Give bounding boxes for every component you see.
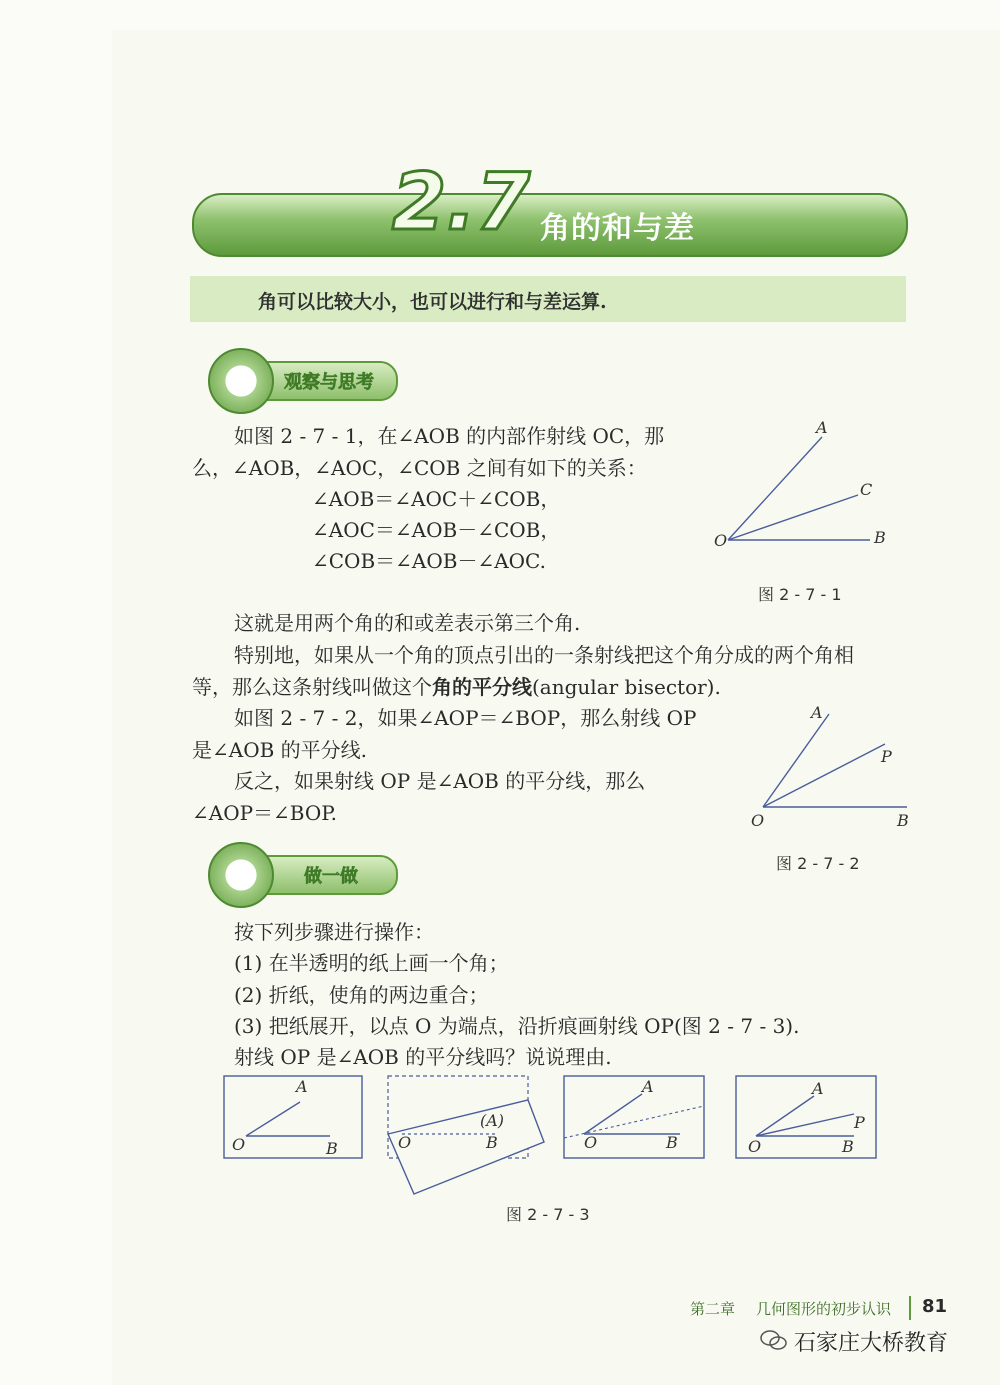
watermark-text: 石家庄大桥教育 [794,1331,949,1356]
ray-op [763,744,885,807]
ray-oc [728,495,858,540]
figure-2-7-3 [218,1070,888,1200]
footer-chapter: 第二章 [690,1300,736,1318]
magnifier-icon [208,348,274,414]
p1-label-a: A [296,1077,308,1096]
equation-1: ∠AOB＝∠AOC＋∠COB， [312,487,561,511]
svg-text:O: O [584,1133,598,1152]
p2-fold-label: (A) [480,1111,505,1130]
practice-step1: (1) 在半透明的纸上画一个角； [234,951,509,975]
svg-text:A: A [812,1079,824,1098]
label-a: A [811,703,823,722]
label-b: B [897,811,909,830]
figure-2-7-3-caption: 图 2 - 7 - 3 [506,1205,590,1224]
svg-text:P: P [854,1113,865,1132]
observe-tag-label: 观察与思考 [284,372,374,393]
svg-text:B: B [842,1137,854,1156]
svg-text:B: B [666,1133,678,1152]
figure-2-7-2 [745,700,920,830]
svg-text:O: O [398,1133,412,1152]
observe-p4-line2: 是∠AOB 的平分线. [192,738,368,762]
intro-text: 角可以比较大小，也可以进行和与差运算. [258,291,607,313]
label-b: B [874,528,886,547]
ray-oa [728,437,822,540]
observe-p5-line2: ∠AOP＝∠BOP. [192,801,338,825]
page-number: 81 [922,1296,948,1317]
observe-p3-line2: 等，那么这条射线叫做这个角的平分线(angular bisector). [192,675,721,699]
practice-step2: (2) 折纸，使角的两边重合； [234,983,489,1007]
panel-2-folded-paper [388,1100,544,1194]
observe-p4-line1: 如图 2 - 7 - 2，如果∠AOP＝∠BOP，那么射线 OP [234,706,697,730]
label-a: A [816,418,828,437]
label-p: P [881,747,892,766]
footer-divider [909,1296,911,1320]
p1-label-o: O [232,1135,246,1154]
observe-p1-line2: 么，∠AOB，∠AOC，∠COB 之间有如下的关系： [192,456,647,480]
wechat-icon [760,1328,788,1352]
practice-line1: 按下列步骤进行操作： [234,920,434,944]
p1-label-b: B [326,1139,338,1158]
practice-tag-label: 做一做 [304,866,358,887]
hand-icon [208,842,274,908]
observe-p5-line1: 反之，如果射线 OP 是∠AOB 的平分线，那么 [234,769,646,793]
svg-text:O: O [748,1137,762,1156]
figure-2-7-1 [700,415,900,555]
figure-2-7-1-caption: 图 2 - 7 - 1 [758,585,842,604]
equation-2: ∠AOC＝∠AOB－∠COB， [312,518,561,542]
observe-p3-line1: 特别地，如果从一个角的顶点引出的一条射线把这个角分成的两个角相 [234,643,854,667]
label-o: O [751,811,765,830]
label-c: C [860,480,873,499]
term-angular-bisector: 角的平分线 [432,675,532,699]
section-title: 角的和与差 [540,211,695,246]
footer-chapter-title: 几何图形的初步认识 [756,1300,892,1318]
observe-p2: 这就是用两个角的和或差表示第三个角. [234,611,581,635]
equation-3: ∠COB＝∠AOB－∠AOC. [312,549,546,573]
section-number: 2.7 [392,158,531,248]
label-o: O [714,531,728,550]
ray-oa [763,714,829,807]
svg-text:B: B [486,1133,498,1152]
figure-2-7-2-caption: 图 2 - 7 - 2 [776,854,860,873]
svg-text:A: A [642,1077,654,1096]
practice-question: 射线 OP 是∠AOB 的平分线吗？说说理由. [234,1045,612,1069]
observe-p1-line1: 如图 2 - 7 - 1，在∠AOB 的内部作射线 OC，那 [234,424,665,448]
practice-step3: (3) 把纸展开，以点 O 为端点，沿折痕画射线 OP(图 2 - 7 - 3). [234,1014,800,1038]
